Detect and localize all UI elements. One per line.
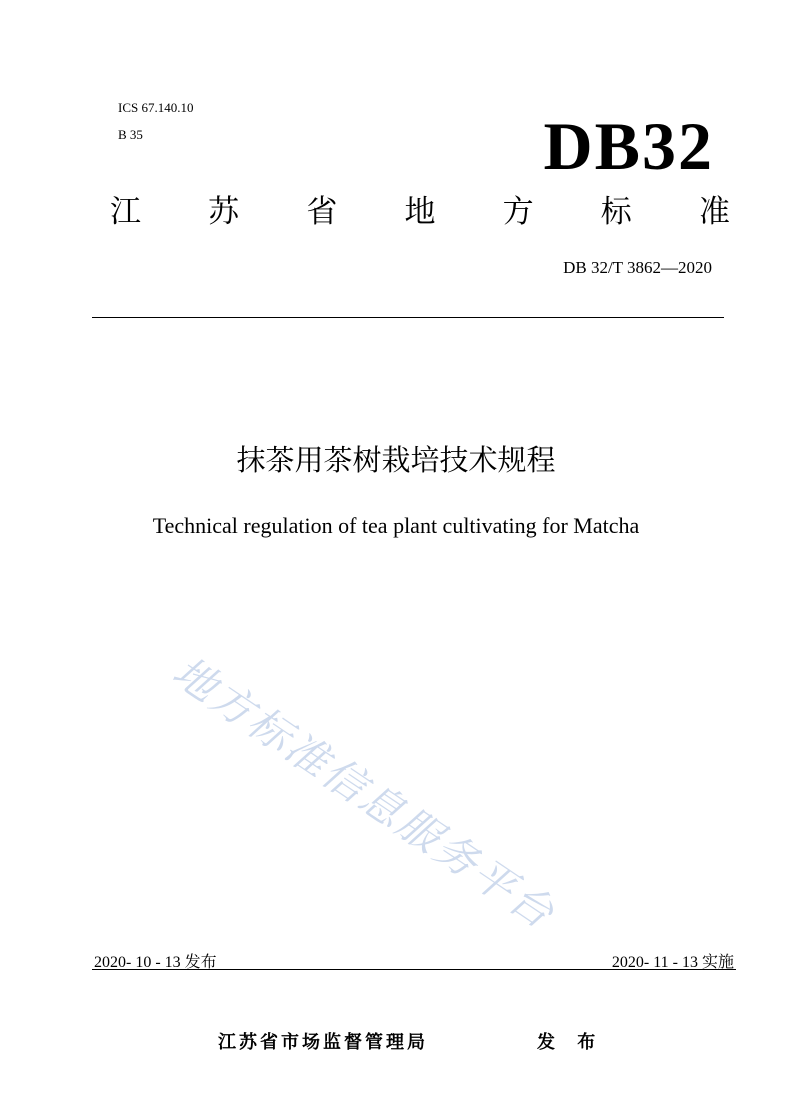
standard-type-char: 地 [404, 193, 436, 230]
watermark: 地方标准信息服务平台 [164, 646, 565, 939]
date-divider [92, 969, 736, 970]
ics-code: ICS 67.140.10 [118, 100, 194, 115]
header-divider [92, 317, 724, 318]
issue-date: 2020- 10 - 13 发布 [94, 954, 217, 971]
ccs-code: B 35 [118, 127, 143, 142]
issued-label: 发 布 [537, 1032, 604, 1053]
standard-type-char: 江 [110, 193, 141, 230]
standard-type-char: 苏 [208, 193, 240, 230]
standard-type-char: 标 [600, 193, 632, 230]
standard-type-char: 准 [698, 193, 730, 230]
document-title-chinese: 抹茶用茶树栽培技术规程 [236, 443, 556, 477]
standard-code-logo: DB32 [543, 108, 714, 184]
standard-type-char: 方 [502, 193, 534, 230]
standard-type-char: 省 [306, 193, 338, 230]
document-title-english: Technical regulation of tea plant cultivating for Matcha [152, 513, 640, 538]
publisher: 江苏省市场监督管理局 [218, 1032, 428, 1053]
implementation-date: 2020- 11 - 13 实施 [611, 954, 734, 971]
standard-type-heading [110, 186, 730, 230]
standard-number: DB 32/T 3862—2020 [563, 258, 712, 277]
